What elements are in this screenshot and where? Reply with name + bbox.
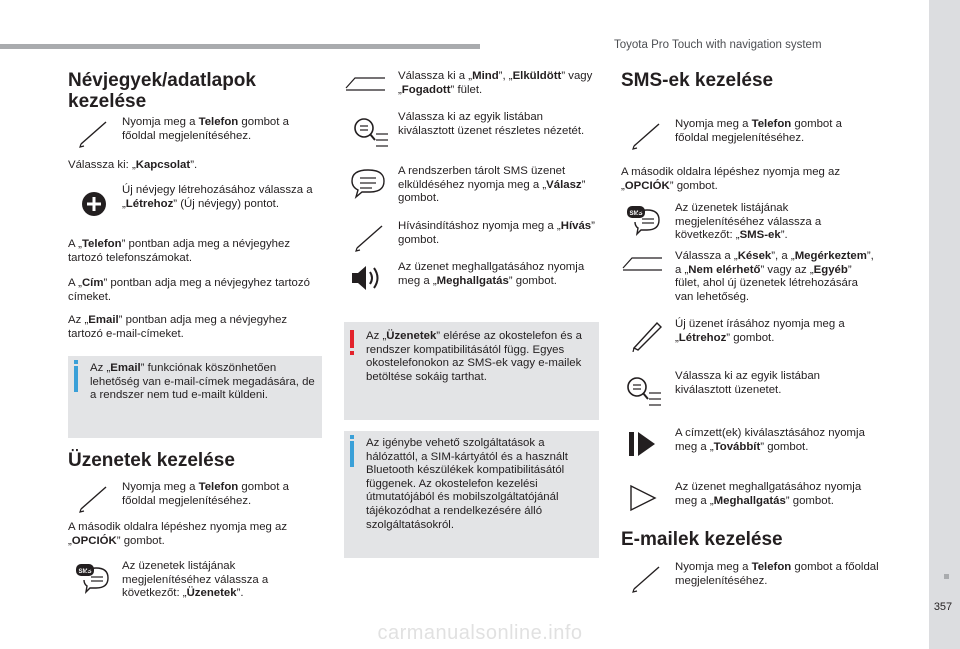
pencil-icon (629, 118, 669, 152)
sms-options-text: A második oldalra lépéshez nyomja meg az „OPCIÓK” gombot. (621, 166, 841, 192)
add-circle-icon (76, 184, 116, 218)
running-header: Toyota Pro Touch with navigation system (614, 39, 822, 51)
svg-text:SMS: SMS (78, 569, 92, 575)
search-list-icon (623, 370, 663, 410)
contacts-tel-text: A „Telefon” pontban adja meg a névjegyhez tartozó telefonszámokat. (68, 238, 291, 264)
search-list-icon (350, 111, 390, 151)
info-icon (350, 441, 354, 467)
contacts-select-text: Válassza ki: „Kapcsolat”. (68, 159, 198, 171)
page-marker (944, 574, 949, 579)
warning-note: Az „Üzenetek” elérése az okostelefon és a rendszer kompatibilitásától függ. Egyes okostelefonokon az SMS-ek vagy e-mailek betöltése sokáig tarthat. (344, 322, 599, 420)
messages-heading: Üzenetek kezelése (68, 450, 235, 471)
contacts-heading: Névjegyek/adatlapok kezelése (68, 70, 256, 112)
watermark: carmanualsonline.info (377, 622, 583, 644)
play-icon (625, 481, 665, 515)
info-icon (74, 366, 78, 392)
sms-heading: SMS-ek kezelése (621, 70, 774, 91)
page-number: 357 (933, 601, 953, 613)
pencil-icon (76, 481, 116, 515)
warning-icon (350, 330, 354, 348)
tab-bar-icon (344, 70, 386, 104)
pencil-icon (352, 220, 392, 254)
sms-chat-icon (72, 560, 112, 594)
speaker-icon (348, 261, 388, 295)
sms-chat-icon (623, 202, 663, 236)
side-tab (929, 0, 960, 649)
messages-options-text: A második oldalra lépéshez nyomja meg az „OPCIÓK” gombot. (68, 521, 288, 547)
forward-icon (625, 427, 665, 461)
contacts-address-text: A „Cím” pontban adja meg a névjegyhez tartozó címeket. (68, 277, 310, 303)
info-note-email: Az „Email” funkciónak köszönhetően lehetőség van e-mail-címek megadására, de a rendszer nem tud e-mailt küldeni. (68, 356, 322, 438)
header-rule (0, 44, 480, 49)
chat-reply-icon (348, 165, 388, 199)
info-note-services: Az igénybe vehető szolgáltatások a hálózattól, a SIM-kártyától és a használt Bluetooth készülékek kompatibilitásától függenek. Az okostelefon kezelési útmutatójából és mobilszolgáltatójánál tájékozódhat a rendelkezésére álló szolgáltatásokról. (344, 431, 599, 558)
pencil-icon (629, 318, 669, 352)
email-heading: E-mailek kezelése (621, 529, 783, 550)
svg-text:SMS: SMS (629, 211, 643, 217)
pencil-icon (629, 561, 669, 595)
tab-bar-icon (621, 250, 663, 284)
pencil-icon (76, 116, 116, 150)
contacts-email-text: Az „Email” pontban adja meg a névjegyhez tartozó e-mail-címeket. (68, 314, 288, 340)
